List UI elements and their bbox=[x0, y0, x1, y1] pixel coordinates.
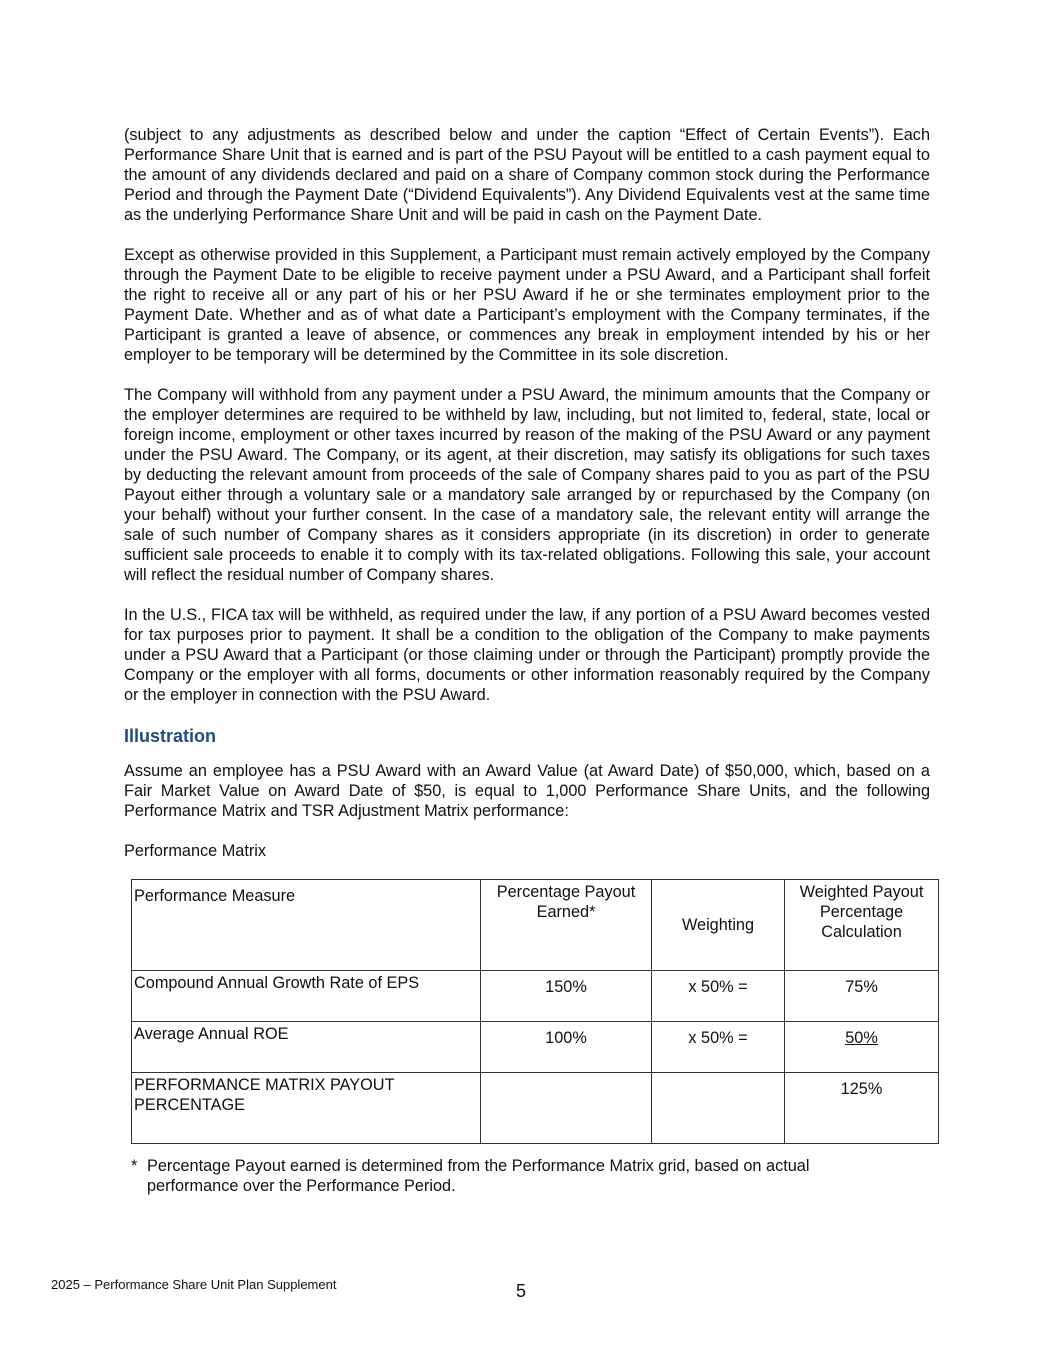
cell-weighted: 75% bbox=[785, 971, 939, 1022]
header-weighted-payout: Weighted Payout Percentage Calculation bbox=[785, 880, 939, 971]
cell-measure: Average Annual ROE bbox=[132, 1022, 481, 1073]
cell-weighting: x 50% = bbox=[652, 1022, 785, 1073]
page-number: 5 bbox=[516, 1281, 527, 1301]
table-row-total bbox=[132, 1073, 939, 1144]
paragraph-employment-requirement: Except as otherwise provided in this Supplement, a Participant must remain actively employed by the Company through the Payment Date to be eligible to receive payment under a PSU Award, and a Participant shall forfeit the right to receive all or any part of his or her PSU Award if he or she terminates employment prior to the Payment Date. Whether and as of what date a Participant’s employment with the Company terminates, if the Participant is granted a leave of absence, or commences any break in employment intended by his or her employer to be temporary will be determined by the Committee in its sole discretion. bbox=[124, 246, 930, 364]
paragraph-tax-withholding: The Company will withhold from any payment under a PSU Award, the minimum amounts that the Company or the employer determines are required to be withheld by law, including, but not limited to, federal, state, local or foreign income, employment or other taxes incurred by reason of the making of the PSU Award or any payment under the PSU Award. The Company, or its agent, at their discretion, may satisfy its obligations for such taxes by deducting the relevant amount from proceeds of the sale of Company shares paid to you as part of the PSU Payout either through a voluntary sale or a mandatory sale arranged by or repurchased by the Company (on your behalf) without your further consent. In the case of a mandatory sale, the relevant entity will arrange the sale of such number of Company shares as it considers appropriate (in its discretion) in order to generate sufficient sale proceeds to enable it to comply with its tax-related obligations. Following this sale, your account will reflect the residual number of Company shares. bbox=[124, 386, 930, 584]
header-weighting: Weighting bbox=[652, 880, 785, 971]
cell-measure: PERFORMANCE MATRIX PAYOUT PERCENTAGE bbox=[132, 1073, 481, 1144]
table-row bbox=[132, 971, 939, 1022]
illustration-intro: Assume an employee has a PSU Award with an Award Value (at Award Date) of $50,000, which, based on a Fair Market Value on Award Date of $50, is equal to 1,000 Performance Share Units, and the following Performance Matrix and TSR Adjustment Matrix performance: bbox=[124, 762, 930, 820]
footer-title: 2025 – Performance Share Unit Plan Supplement bbox=[51, 1277, 337, 1292]
page-body bbox=[124, 125, 930, 1196]
cell-measure: Compound Annual Growth Rate of EPS bbox=[132, 971, 481, 1022]
paragraph-fica: In the U.S., FICA tax will be withheld, as required under the law, if any portion of a PSU Award becomes vested for tax purposes prior to payment. It shall be a condition to the obligation of the Company to make payments under a PSU Award that a Participant (or those claiming under or through the Participant) promptly provide the Company or the employer with all forms, documents or other information reasonably required by the Company or the employer in connection with the PSU Award. bbox=[124, 606, 930, 704]
header-performance-measure: Performance Measure bbox=[132, 880, 481, 971]
performance-matrix-table bbox=[131, 879, 939, 1144]
paragraph-dividend-equivalents: (subject to any adjustments as described below and under the caption “Effect of Certain Events”). Each Performance Share Unit that is earned and is part of the PSU Payout will be entitled to a cash payment equal to the amount of any dividends declared and paid on a share of Company common stock during the Performance Period and through the Payment Date (“Dividend Equivalents”). Any Dividend Equivalents vest at the same time as the underlying Performance Share Unit and will be paid in cash on the Payment Date. bbox=[124, 126, 930, 224]
illustration-heading: Illustration bbox=[124, 726, 217, 746]
table-footnote bbox=[131, 1156, 861, 1196]
cell-weighted-underlined: 50% bbox=[845, 1029, 878, 1047]
cell-payout: 100% bbox=[481, 1022, 652, 1073]
cell-total: 125% bbox=[785, 1073, 939, 1144]
cell-payout bbox=[481, 1073, 652, 1144]
header-percentage-payout: Percentage Payout Earned* bbox=[481, 880, 652, 971]
cell-weighting bbox=[652, 1073, 785, 1144]
performance-matrix-label: Performance Matrix bbox=[124, 842, 267, 860]
table-header-row bbox=[132, 880, 939, 971]
footnote-text: Percentage Payout earned is determined from the Performance Matrix grid, based on actual performance over the Performance Period. bbox=[147, 1157, 810, 1195]
table-row bbox=[132, 1022, 939, 1073]
cell-weighting: x 50% = bbox=[652, 971, 785, 1022]
footnote-mark: * bbox=[131, 1157, 138, 1175]
cell-payout: 150% bbox=[481, 971, 652, 1022]
cell-weighted bbox=[785, 1022, 939, 1073]
